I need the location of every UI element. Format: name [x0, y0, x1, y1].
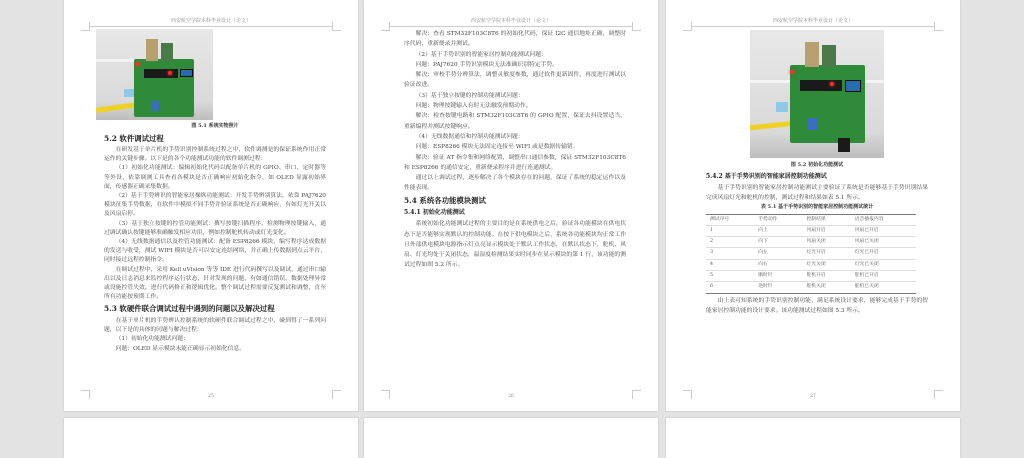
table-cell: 6 — [706, 282, 754, 293]
body-paragraph: 基于手势识别的智能家居控制功能测试主要验证了系统是否能够基于手势识别结果完成风扇灯光和舵机的控制，测试过程和结果如表 5.1 所示。 — [706, 184, 928, 201]
table-cell: 5 — [706, 271, 754, 282]
body-paragraph: 问题：OLED 显示模块未能正确显示初始化信息。 — [115, 345, 246, 352]
page-number: 27 — [810, 394, 816, 399]
table-cell: 1 — [706, 225, 754, 236]
table-header-row — [706, 214, 916, 225]
page-number: 25 — [208, 394, 214, 399]
table-header-cell: 测试序号 — [706, 214, 754, 225]
table-row — [706, 282, 916, 293]
table-cell: 风扇关闭 — [802, 237, 850, 248]
section-heading: 5.2 软件调试过程 — [104, 133, 164, 143]
table-cell: 灯光开启 — [802, 248, 850, 259]
table-cell: 向上 — [754, 225, 802, 236]
document-page-next — [64, 418, 358, 458]
body-paragraph: （2）基于手势识别的智能家居控制功能测试问题： — [415, 51, 547, 58]
table-cell: 舵机已关闭 — [851, 282, 916, 293]
body-paragraph: 解决：审校手势分辨算法，调整灵敏度参数，通过软件更新固件，再度进行测试以验证改进。 — [404, 72, 626, 89]
table-cell: 顺时针 — [754, 271, 802, 282]
page-header: 西安航空学院本科毕业设计（论文） — [170, 18, 251, 24]
table-cell: 3 — [706, 248, 754, 259]
section-heading: 5.4.2 基于手势识别的智能家居控制功能测试 — [706, 172, 827, 180]
table-cell: 舵机关闭 — [802, 282, 850, 293]
body-paragraph: 在基于单片机的手势辨认控制系统的软硬件联合调试过程之中，碰到得了一系列问题，以下是的具体的问题与解决过程： — [104, 317, 326, 334]
table-header-cell: 语音播报内容 — [851, 214, 916, 225]
table-cell: 逆时针 — [754, 282, 802, 293]
init-test-photo — [750, 30, 884, 158]
body-paragraph: 在调试过程中，采用 Keil uVision 等等 IDE 进行代码撰写以及调试，通过串口输出以及日志消息来监控程序运行状态，针对发现的问题，有如通信错误、数据处理异常或设施控管失效，进行代码修正和逻辑优化。整个调试过程需要反复测试和调整，直至所有功能按预期工作。 — [104, 266, 326, 301]
page-header: 西安航空学院本科毕业设计（论文） — [772, 18, 853, 24]
table-row — [706, 259, 916, 270]
section-heading: 5.4 系统各功能模块测试 — [404, 195, 486, 205]
table-header-cell: 手势动作 — [754, 214, 802, 225]
page-body — [706, 161, 928, 316]
document-page-next — [364, 418, 658, 458]
body-paragraph: （3）基于独立按键的控管功能测试：撰写按键扫描程序，检测物理按键输入，通过调试确认按键能够准确触发相应功用，例如控制舵机转动或灯光变化。 — [104, 220, 326, 236]
body-paragraph: （3）基于独立按键的控制功能测试问题： — [415, 92, 524, 99]
body-paragraph: （4）无线数据通信以及控管功能测试：配备 ESP8266 模块，编写程序达成数据的发送与收受，测试 WIFI 模块是否可以安定连结网络，并正确上传数据到点云平台，同时接过远程控制指令。 — [104, 239, 326, 264]
header-rule — [390, 26, 632, 27]
table-cell: 向右 — [754, 259, 802, 270]
table-cell: 向下 — [754, 237, 802, 248]
table-cell: 风扇已开启 — [851, 225, 916, 236]
body-paragraph: 解决：查看 STM32F103C8T6 的初始化代码，保证 I2C 通信地址正确，调整时序代码，重新烧录并测试。 — [404, 31, 626, 48]
page-body — [104, 122, 326, 354]
table-row — [706, 271, 916, 282]
margin-corner — [934, 22, 943, 31]
page-body — [404, 29, 626, 271]
body-paragraph: 由上表可知系统的手势识别控制功能，满足系统设计要求，能够完成基于手势的智能家居控制功能的设计要求。该功能测试过程如图 5.3 所示。 — [706, 297, 928, 314]
body-paragraph: 问题：ESP8266 模块无法固定连接至 WIFI 或是数据传输错。 — [415, 144, 579, 151]
table-cell: 向左 — [754, 248, 802, 259]
table-cell: 灯光已开启 — [851, 248, 916, 259]
header-rule — [692, 26, 934, 27]
table-cell: 灯光已关闭 — [851, 259, 916, 270]
document-page-25 — [64, 0, 358, 411]
body-paragraph: （1）初始化功能测试：编辑初始化代码以配备单片机的 GPIO、串口、定时器等等外设，依靠调测工具查看各模块是否正确响应初始化指令，如 OLED 显露初始界面，传感器正确采集数据。 — [104, 165, 326, 190]
margin-corner — [381, 22, 390, 31]
page-header: 西安航空学院本科毕业设计（论文） — [470, 18, 551, 24]
table-row — [706, 225, 916, 236]
document-page-26 — [364, 0, 658, 411]
body-paragraph: 在研发基于单片机的手势识别控制系统过程之中，软件调测是的保证系统作用正常运作的关键步骤。以下是的各个功能测试功能的软件调测过程： — [104, 147, 326, 163]
section-heading: 5.3 软硬件联合调试过程中遇到的问题以及解决过程 — [104, 304, 275, 314]
header-rule — [90, 26, 332, 27]
table-cell: 舵机已开启 — [851, 271, 916, 282]
figure-caption: 图 5.1 系统实物照片 — [191, 123, 239, 129]
body-paragraph: （2）基于手势辨识的智能家居操纵功能测试：开发手势辨别算法，依靠 PAJ7620 模块征集手势数据，在软件中模拟不同手势并验证系统是否正确响应，有如灯光开关以及风扇启停。 — [104, 193, 326, 218]
body-paragraph: 通过以上调试过程，逐步解决了各个模块存在的问题，保证了系统的稳定运作以及性能表现。 — [404, 175, 626, 192]
body-paragraph: 问题：物理按键输入有时无法触发预期动作。 — [415, 103, 532, 110]
body-paragraph: （4）无线数据通信和控制功能测试问题： — [415, 133, 524, 140]
margin-corner — [81, 22, 90, 31]
body-paragraph: 系统初始化功能测试过程的主要目的是在系统供电之后，验证各功能模块在供电状态下是否能够实现默认的控制功能。在按下供电模块之后，系统各功能模块均正常工作且外部供电模块电源指示灯点亮显示模块处于默认工作状态，在默认状态下，舵机、风扇、灯光均处于关闭状态，温湿度检测结果实时同步在显示模块的第 1 行，该功能的测试过程如图 5.2 所示。 — [404, 221, 626, 269]
table-cell: 灯光关闭 — [802, 259, 850, 270]
figure-caption: 图 5.2 初始化功能测试 — [790, 162, 844, 168]
section-heading: 5.4.1 初始化功能测试 — [404, 209, 465, 217]
table-cell: 2 — [706, 237, 754, 248]
table-caption: 表 5.1 基于手势识别的智能家居控制功能测试统计 — [760, 204, 874, 211]
table-cell: 舵机开启 — [802, 271, 850, 282]
margin-corner — [332, 22, 341, 31]
table-header-cell: 控制结果 — [802, 214, 850, 225]
system-photo — [96, 29, 213, 120]
document-page-27 — [666, 0, 960, 411]
table-cell: 风扇开启 — [802, 225, 850, 236]
table-cell: 风扇已关闭 — [851, 237, 916, 248]
table-row — [706, 248, 916, 259]
body-paragraph: 解决：检查按键电路和 STM32F103C8T6 的 GPIO 配置，保证去抖设置适当，重新编程并测试按键响应。 — [404, 113, 626, 130]
page-number: 26 — [508, 394, 514, 399]
document-page-next — [666, 418, 960, 458]
gesture-test-table — [706, 214, 916, 294]
margin-corner — [683, 22, 692, 31]
table-cell: 4 — [706, 259, 754, 270]
body-paragraph: 问题：PAJ7620 手势识别模块无法准确识别特定手势。 — [415, 61, 559, 68]
margin-corner — [632, 22, 641, 31]
table-row — [706, 237, 916, 248]
body-paragraph: （1）初始化功能测试问题： — [115, 336, 189, 343]
body-paragraph: 解决：验证 AT 指令集和网络配置，调整串口通信参数，保证 STM32F103C8T6 和 ESP8266 的通信安定，重新烧录程序并进行连通测试。 — [404, 154, 626, 171]
